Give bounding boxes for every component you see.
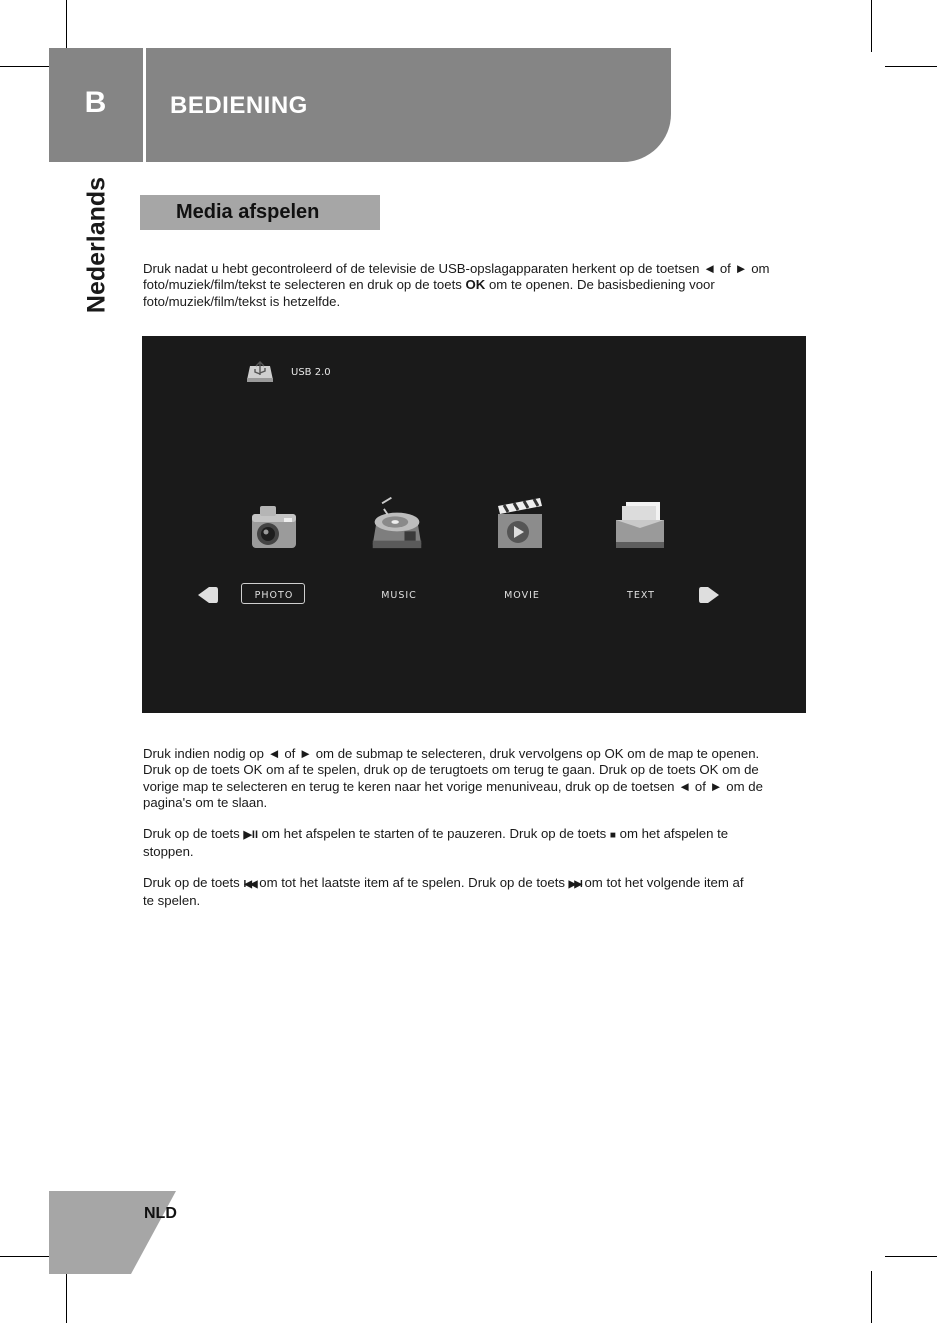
crop-mark — [66, 0, 67, 52]
left-arrow-icon[interactable] — [198, 586, 218, 604]
crop-mark — [0, 1256, 52, 1257]
intro-line — [143, 277, 808, 293]
body-line: stoppen. — [143, 844, 194, 860]
crop-mark — [871, 1271, 872, 1323]
body-text: Druk op de toets — [143, 826, 244, 841]
crop-mark — [871, 0, 872, 52]
chapter-title: BEDIENING — [170, 92, 308, 119]
skip-paragraph — [143, 875, 808, 910]
footer-tab — [49, 1191, 176, 1274]
body-text: om het afspelen te starten of te pauzeren. Druk op de toets — [258, 826, 610, 841]
next-track-icon: ▶▶I — [568, 879, 581, 890]
usb-label: USB 2.0 — [291, 367, 331, 378]
section-title: Media afspelen — [176, 201, 320, 223]
right-arrow-icon[interactable] — [699, 586, 719, 604]
intro-text: foto/muziek/film/tekst te selecteren en druk op de toets — [143, 277, 466, 293]
body-text: om het afspelen te — [615, 826, 729, 841]
crop-mark — [0, 66, 52, 67]
body-text: om tot het volgende item af — [580, 875, 744, 890]
language-label: Nederlands — [82, 176, 111, 314]
section-heading-box — [140, 195, 380, 230]
usb-drive-icon — [246, 360, 274, 384]
intro-paragraph — [143, 261, 808, 310]
crop-mark — [66, 1271, 67, 1323]
intro-text: om te openen. De basisbediening voor — [485, 277, 715, 293]
chapter-header — [49, 48, 671, 162]
body-line: te spelen. — [143, 893, 201, 909]
header-divider — [143, 48, 146, 162]
record-player-icon — [369, 494, 425, 550]
body-line — [143, 875, 808, 893]
body-line — [143, 826, 808, 844]
media-item-photo[interactable]: PHOTO — [254, 590, 294, 601]
body-line: Druk op de toets OK om af te spelen, druk op de terugtoets om terug te gaan. Druk op de toets OK om de — [143, 762, 759, 778]
footer-language-code: NLD — [144, 1205, 177, 1222]
body-line: pagina's om te slaan. — [143, 795, 268, 811]
body-line: vorige map te selecteren en terug te keren naar het vorige menuniveau, druk op de toetsen ◄ of ► om de — [143, 778, 763, 794]
media-menu-screenshot — [142, 336, 806, 713]
body-line: Druk indien nodig op ◄ of ► om de submap te selecteren, druk vervolgens op OK om de map te openen. — [143, 746, 760, 761]
intro-line: Druk nadat u hebt gecontroleerd of de televisie de USB-opslagapparaten herkent op de toetsen ◄ of ► om — [143, 261, 770, 276]
playback-paragraph — [143, 826, 808, 861]
play-pause-icon: ▶II — [243, 829, 259, 841]
document-folder-icon — [612, 498, 668, 554]
camera-icon — [246, 500, 302, 556]
ok-key-text: OK — [465, 277, 486, 293]
body-text: om tot het laatste item af te spelen. Druk op de toets — [255, 875, 569, 890]
chapter-letter: B — [84, 86, 108, 119]
crop-mark — [885, 66, 937, 67]
clapperboard-icon — [492, 496, 548, 552]
intro-line: foto/muziek/film/tekst is hetzelfde. — [143, 293, 341, 309]
previous-track-icon: I◀◀ — [243, 879, 256, 890]
body-text: Druk op de toets — [143, 875, 244, 890]
media-item-text[interactable]: TEXT — [627, 590, 655, 601]
stop-icon: ■ — [609, 830, 616, 841]
navigation-paragraph — [143, 746, 808, 812]
media-item-movie[interactable]: MOVIE — [504, 590, 540, 601]
media-item-music[interactable]: MUSIC — [381, 590, 417, 601]
crop-mark — [885, 1256, 937, 1257]
